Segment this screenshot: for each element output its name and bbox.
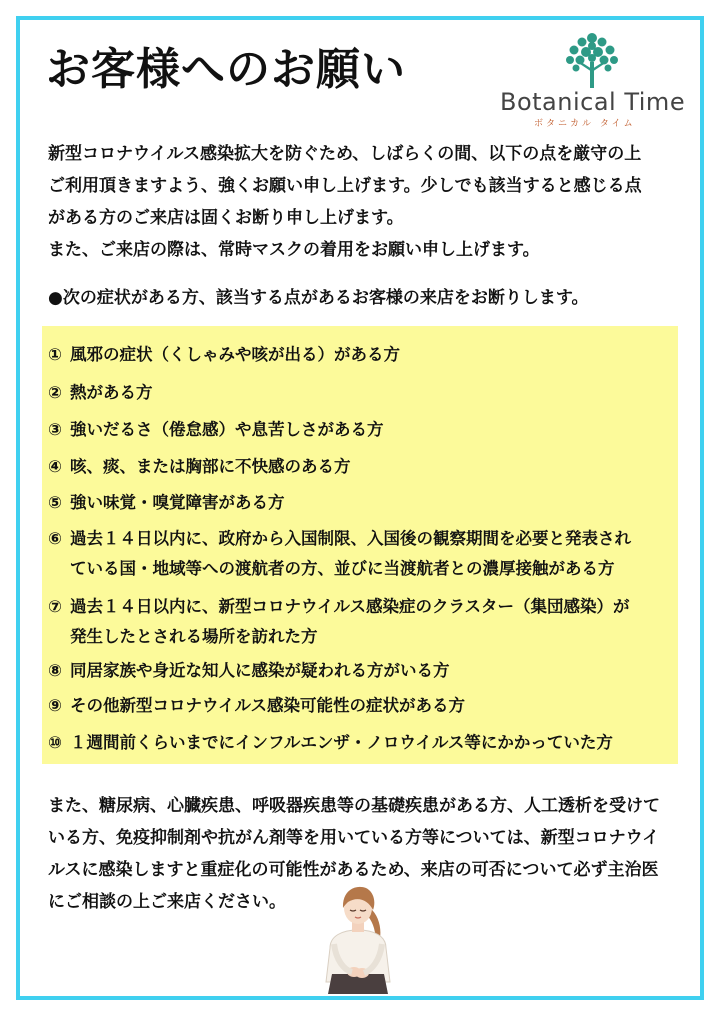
footer-line: ルスに感染しますと重症化の可能性があるため、来店の可否について必ず主治医	[48, 860, 659, 880]
item-text: 咳、痰、または胸部に不快感のある方	[70, 457, 351, 476]
symptom-list	[42, 326, 678, 764]
brand-name-kana: ボタニカル タイム	[534, 119, 636, 129]
symptom-item	[48, 524, 674, 584]
footer-line: にご相談の上ご来店ください。	[48, 892, 286, 912]
symptom-item	[48, 656, 674, 686]
item-text: その他新型コロナウイルス感染可能性の症状がある方	[70, 696, 466, 715]
symptom-item	[48, 378, 674, 408]
item-text: １週間前くらいまでにインフルエンザ・ノロウイルス等にかかっていた方	[70, 733, 613, 752]
item-number: ⑩	[48, 733, 62, 752]
item-number: ①	[48, 345, 62, 364]
symptom-item	[48, 592, 674, 652]
item-text: 強いだるさ（倦怠感）や息苦しさがある方	[70, 420, 384, 439]
symptom-item	[48, 488, 674, 518]
item-number: ⑦	[48, 597, 62, 616]
item-text: 過去１４日以内に、新型コロナウイルス感染症のクラスター（集団感染）が	[70, 597, 630, 616]
item-text: 熱がある方	[70, 383, 153, 402]
item-number: ⑥	[48, 529, 62, 548]
symptom-item	[48, 452, 674, 482]
intro-line: 新型コロナウイルス感染拡大を防ぐため、しばらくの間、以下の点を厳守の上	[48, 144, 642, 164]
symptom-item	[48, 340, 674, 370]
symptom-item	[48, 691, 674, 721]
item-text: 風邪の症状（くしゃみや咳が出る）がある方	[70, 345, 400, 364]
item-number: ⑤	[48, 493, 62, 512]
symptom-item	[48, 415, 674, 445]
footer-line: いる方、免疫抑制剤や抗がん剤等を用いている方等については、新型コロナウイ	[48, 828, 660, 848]
item-text-continued: ている国・地域等への渡航者の方、並びに当渡航者との濃厚接触がある方	[70, 559, 615, 578]
tree-icon	[562, 28, 622, 92]
item-number: ③	[48, 420, 62, 439]
item-number: ②	[48, 383, 62, 402]
intro-line: がある方のご来店は固くお断り申し上げます。	[48, 208, 404, 228]
item-text: 過去１４日以内に、政府から入国制限、入国後の観察期間を必要と発表され	[70, 529, 631, 548]
symptom-item	[48, 728, 674, 758]
brand-name: Botanical Time	[500, 88, 686, 116]
bowing-woman-illustration	[308, 878, 408, 994]
item-number: ⑧	[48, 661, 62, 680]
item-text: 同居家族や身近な知人に感染が疑われる方がいる方	[70, 661, 450, 680]
page-title: お客様へのお願い	[46, 44, 406, 95]
footer-line: また、糖尿病、心臓疾患、呼吸器疾患等の基礎疾患がある方、人工透析を受けて	[48, 796, 660, 816]
brand-logo	[500, 28, 690, 128]
intro-paragraph	[48, 138, 678, 266]
item-text: 強い味覚・嗅覚障害がある方	[70, 493, 285, 512]
symptom-list-heading: ●次の症状がある方、該当する点があるお客様の来店をお断りします。	[48, 288, 589, 308]
item-number: ⑨	[48, 696, 62, 715]
item-text-continued: 発生したとされる場所を訪れた方	[70, 627, 318, 646]
intro-line: ご利用頂きますよう、強くお願い申し上げます。少しでも該当すると感じる点	[48, 176, 642, 196]
intro-line: また、ご来店の際は、常時マスクの着用をお願い申し上げます。	[48, 240, 540, 260]
item-number: ④	[48, 457, 62, 476]
